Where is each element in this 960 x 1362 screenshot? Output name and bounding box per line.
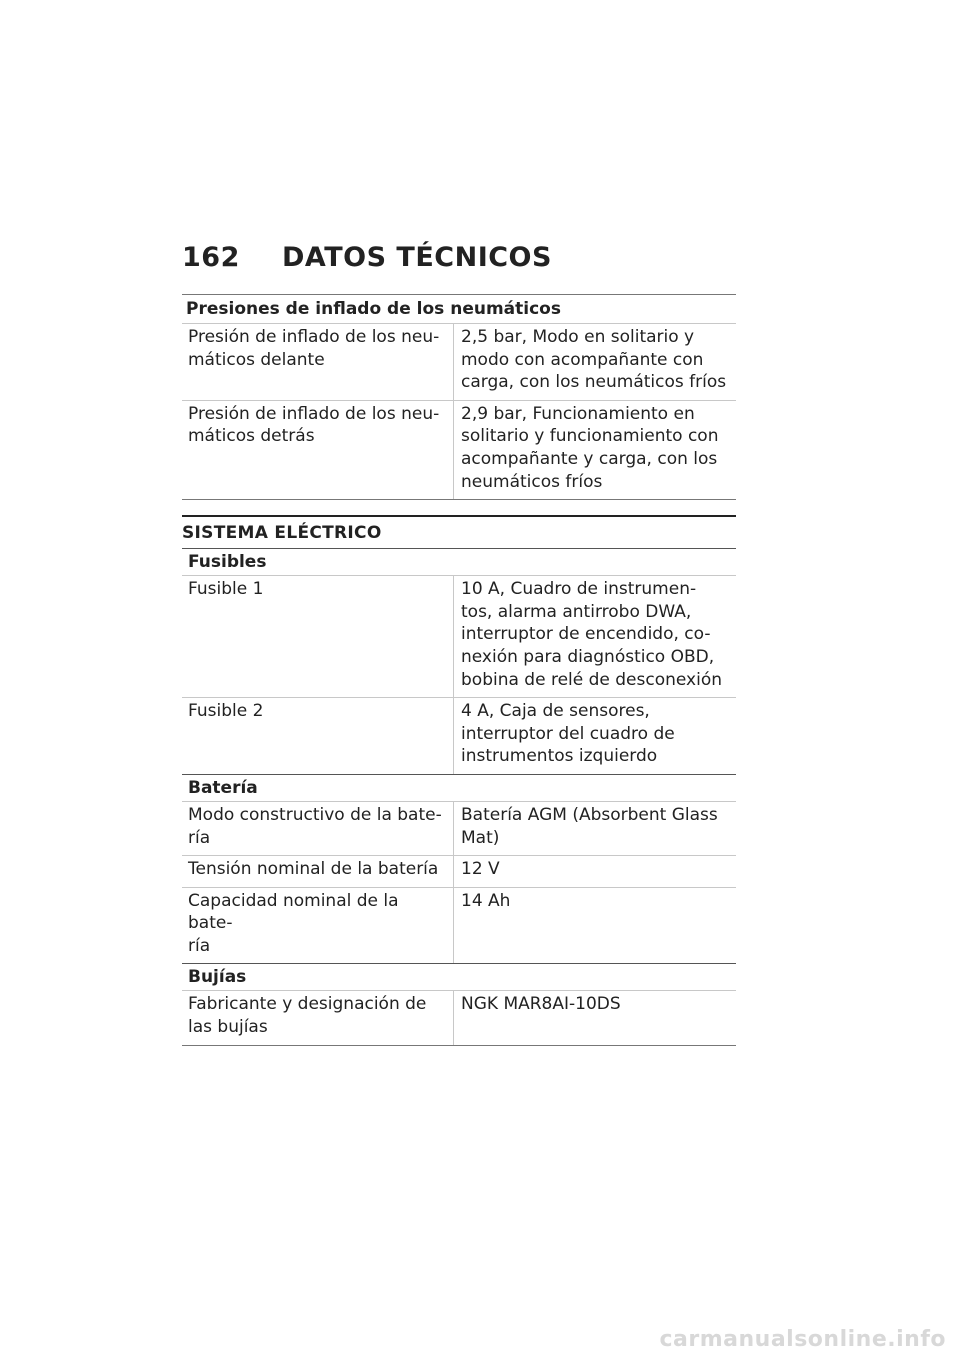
table-row	[182, 888, 736, 965]
row-value: 10 A, Cuadro de instrumen- tos, alarma antirrobo DWA, interruptor de encendido, co- nexión para diagnóstico OBD, bobina de relé de desconexión	[461, 579, 723, 690]
row-label: Fabricante y designación de las bujías	[182, 991, 454, 1044]
row-value: Batería AGM (Absorbent Glass Mat)	[461, 804, 718, 848]
row-label: Presión de inflado de los neu- máticos detrás	[182, 401, 454, 499]
table-row	[182, 576, 736, 698]
row-value: 2,5 bar, Modo en solitario y modo con acompañante con carga, con los neumáticos fríos	[461, 327, 727, 393]
row-value: 4 A, Caja de sensores, interruptor del cuadro de instrumentos izquierdo	[461, 701, 675, 767]
row-label: Modo constructivo de la bate- ría	[182, 802, 454, 855]
table-row	[182, 324, 736, 401]
row-label: Tensión nominal de la batería	[182, 856, 454, 887]
row-label: Fusible 1	[182, 576, 454, 697]
tire-pressure-table	[182, 294, 736, 500]
watermark: carmanualsonline.info	[659, 1327, 946, 1352]
page-header	[182, 242, 736, 294]
row-label: Capacidad nominal de la bate- ría	[182, 888, 454, 964]
row-label: Fusible 2	[182, 698, 454, 774]
row-value: 2,9 bar, Funcionamiento en solitario y funcionamiento con acompañante y carga, con los neumáticos fríos	[461, 403, 719, 492]
tire-pressure-heading: Presiones de inflado de los neumáticos	[182, 294, 736, 324]
table-row	[182, 401, 736, 500]
table-row	[182, 698, 736, 775]
manual-page	[182, 242, 736, 1046]
table-row	[182, 991, 736, 1045]
page-number: 162	[182, 242, 240, 273]
electrical-system-heading: SISTEMA ELÉCTRICO	[182, 515, 736, 548]
row-value: 12 V	[461, 859, 500, 880]
row-label: Presión de inflado de los neu- máticos delante	[182, 324, 454, 400]
row-value: 14 Ah	[461, 890, 511, 911]
table-row	[182, 856, 736, 888]
table-row	[182, 802, 736, 856]
electrical-table	[182, 548, 736, 1046]
chapter-title: DATOS TÉCNICOS	[282, 242, 552, 273]
battery-heading: Batería	[182, 775, 736, 802]
spark-plugs-heading: Bujías	[182, 964, 736, 991]
fuses-heading: Fusibles	[182, 548, 736, 576]
row-value: NGK MAR8AI-10DS	[461, 994, 621, 1015]
